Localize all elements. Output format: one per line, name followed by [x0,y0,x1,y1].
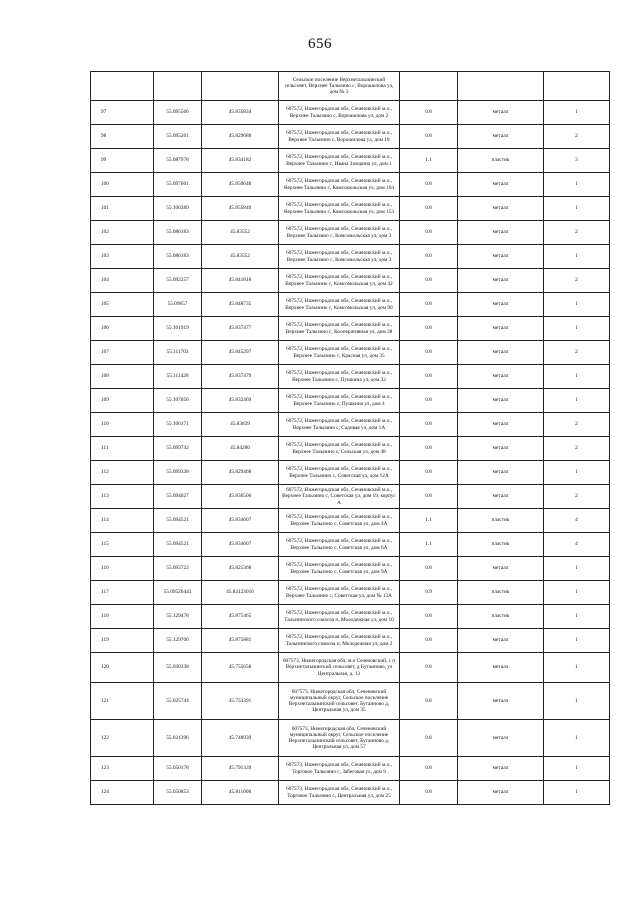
container-count-cell: 2 [544,221,610,245]
container-volume-cell: 0.8 [400,293,458,317]
row-number: 111 [91,437,154,461]
address-cell: 607573, Нижегородская обл, Сеченовский муниципальный округ, Сельское поселение Верхнеталызинский сельсовет, Бутаиново д, Центральная ул, дом 35 [279,683,400,720]
address-cell: 607573, Нижегородская обл, Сеченовский м.о., Торговое Талызино с, Центральная ул, дом 25 [279,781,400,805]
container-count-cell: 1 [544,683,610,720]
table-row [91,293,610,317]
container-material-cell: металл [458,173,544,197]
row-number: 114 [91,509,154,533]
container-count-cell: 2 [544,437,610,461]
address-cell: 607572, Нижегородская обл, Сеченовский м.о., Верхнее Талызино с, Пушкина ул, дом 4 [279,389,400,413]
address-cell: 607573, Нижегородская обл, Сеченовский муниципальный округ, Сельское поселение Верхнеталызинский сельсовет, Бутаиново д, Центральная ул, дом 57 [279,720,400,757]
table-row [91,413,610,437]
table-row [91,365,610,389]
longitude-cell: 45.875465 [202,605,279,629]
row-number: 108 [91,365,154,389]
container-material-cell: металл [458,557,544,581]
longitude-cell: 45.83552 [202,221,279,245]
longitude-cell [202,72,279,101]
address-cell: 607572, Нижегородская обл, Сеченовский м.о., Верхнее Талызино с, Комсомольская ул, дом 3 [279,221,400,245]
table-row [91,653,610,683]
table-row [91,245,610,269]
address-cell: 607573, Нижегородская обл, м.о Сеченовский, с п Верхнеталызинский сельсовет, д Бутаиново, ул Центральная, д. 13 [279,653,400,683]
address-cell: 607572, Нижегородская обл, Сеченовский м.о., Верхнее Талызино с, Комсомольская ул, дом 90 [279,293,400,317]
container-volume-cell: 0.8 [400,125,458,149]
latitude-cell: 55.094521 [154,509,202,533]
longitude-cell: 45.84286 [202,437,279,461]
container-material-cell: металл [458,293,544,317]
row-number: 97 [91,101,154,125]
latitude-cell: 55.097601 [154,173,202,197]
address-cell: 607572, Нижегородская обл, Сеченовский м.о., Верхнее Талызино с, Садовая ул, дом 1А [279,413,400,437]
row-number: 115 [91,533,154,557]
container-volume-cell: 0.8 [400,173,458,197]
longitude-cell: 45.748939 [202,720,279,757]
table-row [91,683,610,720]
longitude-cell: 45.811008 [202,781,279,805]
container-count-cell: 1 [544,581,610,605]
address-cell: 607572, Нижегородская обл, Сеченовский м.о., Верхнее Талызино с, Сельская ул, дом 48 [279,437,400,461]
latitude-cell: 55.095261 [154,125,202,149]
row-number: 109 [91,389,154,413]
row-number: 116 [91,557,154,581]
container-count-cell: 1 [544,557,610,581]
latitude-cell: 55.021396 [154,720,202,757]
container-volume-cell: 0.8 [400,629,458,653]
container-volume-cell: 1.1 [400,533,458,557]
row-number: 112 [91,461,154,485]
address-cell: 607572, Нижегородская обл, Сеченовский м.о., Верхнее Талызино с, Советская ул, дом 19, корпус А [279,485,400,509]
table-row [91,221,610,245]
container-volume-cell [400,72,458,101]
address-cell: Сельское поселение Верхнеталызинский сельсовет, Верхнее Талызино с, Ворошилова ул, дом № 3 [279,72,400,101]
container-count-cell: 1 [544,757,610,781]
container-material-cell: металл [458,683,544,720]
latitude-cell: 55.099338 [154,461,202,485]
address-cell: 607572, Нижегородская обл, Сеченовский м.о., Верхнее Талызино с, Кооперативная ул, дом 38 [279,317,400,341]
row-number: 98 [91,125,154,149]
container-volume-cell: 0.8 [400,389,458,413]
table-row [91,341,610,365]
container-count-cell: 1 [544,629,610,653]
table-row [91,509,610,533]
row-number: 124 [91,781,154,805]
table-row [91,533,610,557]
row-number: 99 [91,149,154,173]
row-number: 122 [91,720,154,757]
container-count-cell: 2 [544,125,610,149]
container-volume-cell: 0.8 [400,317,458,341]
container-volume-cell: 0.8 [400,557,458,581]
row-number: 101 [91,197,154,221]
latitude-cell: 55.030338 [154,653,202,683]
container-material-cell: металл [458,485,544,509]
container-material-cell: пластик [458,533,544,557]
address-cell: 607572, Нижегородская обл, Сеченовский м.о., Верхнее Талызино с, Ворошилова ул, дом 2 [279,101,400,125]
container-volume-cell: 0.8 [400,437,458,461]
row-number: 104 [91,269,154,293]
container-material-cell: металл [458,781,544,805]
address-cell: 607572, Нижегородская обл, Сеченовский м.о., Верхнее Талызино с, Комсомольская ул, дом 42 [279,269,400,293]
table-row [91,197,610,221]
table-row [91,269,610,293]
container-count-cell: 2 [544,485,610,509]
container-count-cell: 1 [544,605,610,629]
latitude-cell: 55.092257 [154,269,202,293]
container-volume-cell: 0.8 [400,101,458,125]
container-count-cell: 1 [544,317,610,341]
container-count-cell: 1 [544,781,610,805]
longitude-cell: 45.83552 [202,245,279,269]
latitude-cell: 55.095566 [154,101,202,125]
row-number: 107 [91,341,154,365]
container-count-cell: 1 [544,173,610,197]
table-row [91,437,610,461]
row-number: 102 [91,221,154,245]
longitude-cell: 45.834607 [202,533,279,557]
table-row [91,781,610,805]
container-volume-cell: 0.8 [400,365,458,389]
container-material-cell: металл [458,245,544,269]
latitude-cell: 55.09657 [154,293,202,317]
container-material-cell: пластик [458,149,544,173]
row-number: 123 [91,757,154,781]
address-cell: 607573, Нижегородская обл, Сеченовский м.о., Торговое Талызино с, Забеговая ул, дом 9 [279,757,400,781]
container-volume-cell: 0.9 [400,581,458,605]
table-row [91,629,610,653]
row-number: 119 [91,629,154,653]
table-row [91,173,610,197]
latitude-cell: 55.050853 [154,781,202,805]
latitude-cell: 55.050178 [154,757,202,781]
container-volume-cell: 0.8 [400,781,458,805]
address-cell: 607572, Нижегородская обл, Сеченовский м.о., Верхнее Талызино с, Ворошилова ул, дом 19 [279,125,400,149]
longitude-cell: 45.835834 [202,101,279,125]
waste-site-table [90,71,610,805]
row-number: 113 [91,485,154,509]
table-body [91,72,610,805]
container-volume-cell: 0.8 [400,341,458,365]
container-volume-cell: 0.8 [400,269,458,293]
container-volume-cell: 0.8 [400,757,458,781]
container-count-cell [544,72,610,101]
container-volume-cell: 0.8 [400,221,458,245]
latitude-cell: 55.093722 [154,557,202,581]
latitude-cell: 55.101919 [154,317,202,341]
table-row [91,757,610,781]
container-volume-cell: 0.8 [400,720,458,757]
container-count-cell: 1 [544,389,610,413]
longitude-cell: 45.755658 [202,653,279,683]
latitude-cell: 55.099742 [154,437,202,461]
table-row [91,389,610,413]
table-row [91,317,610,341]
container-volume-cell: 0.8 [400,413,458,437]
row-number: 106 [91,317,154,341]
address-cell: 607572, Нижегородская обл, Сеченовский м.о., Верхнее Талызино с, Пушкина ул, дом 32 [279,365,400,389]
container-count-cell: 3 [544,149,610,173]
longitude-cell: 45.832469 [202,389,279,413]
row-number: 117 [91,581,154,605]
longitude-cell: 45.845297 [202,341,279,365]
container-material-cell: металл [458,269,544,293]
container-material-cell: пластик [458,605,544,629]
table-row [91,72,610,101]
container-volume-cell: 1.1 [400,509,458,533]
row-number: 110 [91,413,154,437]
latitude-cell: 55.129478 [154,605,202,629]
container-material-cell: металл [458,389,544,413]
latitude-cell: 55.086183 [154,245,202,269]
container-count-cell: 1 [544,720,610,757]
table-row [91,461,610,485]
container-count-cell: 4 [544,509,610,533]
container-material-cell: металл [458,461,544,485]
container-count-cell: 2 [544,269,610,293]
longitude-cell: 45.841818 [202,269,279,293]
container-count-cell: 1 [544,653,610,683]
longitude-cell: 45.837479 [202,365,279,389]
address-cell: 607572, Нижегородская обл, Сеченовский м.о., Верхнее Талызино с, Советская ул, дом № 13А [279,581,400,605]
latitude-cell: 55.025744 [154,683,202,720]
longitude-cell: 45.837477 [202,317,279,341]
row-number: 100 [91,173,154,197]
row-number: 105 [91,293,154,317]
longitude-cell: 45.825368 [202,557,279,581]
container-count-cell: 1 [544,101,610,125]
container-material-cell: металл [458,653,544,683]
container-count-cell: 2 [544,413,610,437]
longitude-cell: 45.855849 [202,197,279,221]
longitude-cell: 45.829468 [202,461,279,485]
longitude-cell: 45.834182 [202,149,279,173]
longitude-cell: 45.834607 [202,509,279,533]
longitude-cell: 45.753391 [202,683,279,720]
container-material-cell: металл [458,197,544,221]
address-cell: 607572, Нижегородская обл, Сеченовский м.о., Талызинского совхоза п, Молодежная ул, дом 2 [279,629,400,653]
container-material-cell [458,72,544,101]
address-cell: 607572, Нижегородская обл, Сеченовский м.о., Верхнее Талызино с, Комсомольская ул, дом 153 [279,197,400,221]
container-material-cell: пластик [458,581,544,605]
container-material-cell: металл [458,365,544,389]
longitude-cell: 45.850648 [202,173,279,197]
address-cell: 607572, Нижегородская обл, Сеченовский м.о., Верхнее Талызино с, Советская ул, дом 9А [279,557,400,581]
longitude-cell: 45.848735 [202,293,279,317]
longitude-cell: 45.836506 [202,485,279,509]
address-cell: 607572, Нижегородская обл, Сеченовский м.о., Верхнее Талызино с, Советская ул, дом 6А [279,533,400,557]
latitude-cell: 55.094027 [154,485,202,509]
container-volume-cell: 1.1 [400,149,458,173]
container-material-cell: металл [458,221,544,245]
container-material-cell: металл [458,101,544,125]
container-count-cell: 1 [544,245,610,269]
table-row [91,125,610,149]
row-number [91,72,154,101]
latitude-cell: 55.087978 [154,149,202,173]
latitude-cell: 55.111703 [154,341,202,365]
container-count-cell: 4 [544,533,610,557]
address-cell: 607572, Нижегородская обл, Сеченовский м.о., Верхнее Талызино с, Красная ул, дом 35 [279,341,400,365]
container-material-cell: металл [458,317,544,341]
longitude-cell: 45.875881 [202,629,279,653]
container-count-cell: 2 [544,341,610,365]
row-number: 120 [91,653,154,683]
table-row [91,720,610,757]
container-material-cell: металл [458,125,544,149]
container-count-cell: 1 [544,293,610,317]
row-number: 103 [91,245,154,269]
page-number: 656 [308,36,332,52]
address-cell: 607572, Нижегородская обл, Сеченовский м.о., Верхнее Талызино с, Советская ул, дом 12А [279,461,400,485]
container-volume-cell: 0.8 [400,605,458,629]
longitude-cell: 45.83123016 [202,581,279,605]
container-material-cell: металл [458,341,544,365]
table-row [91,149,610,173]
table-row [91,101,610,125]
container-volume-cell: 0.8 [400,653,458,683]
container-material-cell: металл [458,757,544,781]
container-material-cell: пластик [458,509,544,533]
container-count-cell: 1 [544,365,610,389]
table-row [91,581,610,605]
latitude-cell: 55.129706 [154,629,202,653]
container-material-cell: металл [458,629,544,653]
latitude-cell: 55.086183 [154,221,202,245]
container-volume-cell: 0.8 [400,461,458,485]
address-cell: 607572, Нижегородская обл, Сеченовский м.о., Верхнее Талызино с, Комсомольская ул, дом 104 [279,173,400,197]
longitude-cell: 45.829688 [202,125,279,149]
table-row [91,605,610,629]
latitude-cell [154,72,202,101]
latitude-cell: 55.106171 [154,413,202,437]
container-count-cell: 1 [544,197,610,221]
latitude-cell: 55.09526443 [154,581,202,605]
latitude-cell: 55.100389 [154,197,202,221]
container-material-cell: металл [458,413,544,437]
table-row [91,485,610,509]
container-count-cell: 1 [544,461,610,485]
container-material-cell: металл [458,437,544,461]
latitude-cell: 55.094521 [154,533,202,557]
latitude-cell: 55.107056 [154,389,202,413]
container-volume-cell: 0.8 [400,683,458,720]
address-cell: 607572, Нижегородская обл, Сеченовский м.о., Верхнее Талызино с, Комсомольская ул, дом 3 [279,245,400,269]
container-volume-cell: 0.8 [400,485,458,509]
container-volume-cell: 0.8 [400,197,458,221]
container-volume-cell: 8.0 [400,245,458,269]
address-cell: 607572, Нижегородская обл, Сеченовский м.о., Верхнее Талызино с, Ивана Зазорина ул, дом 1 [279,149,400,173]
address-cell: 607572, Нижегородская обл, Сеченовский м.о., Талызинского совхоза п, Молодежная ул, дом 10 [279,605,400,629]
row-number: 118 [91,605,154,629]
longitude-cell: 45.83839 [202,413,279,437]
row-number: 121 [91,683,154,720]
latitude-cell: 55.111428 [154,365,202,389]
table-row [91,557,610,581]
longitude-cell: 45.791339 [202,757,279,781]
address-cell: 607572, Нижегородская обл, Сеченовский м.о., Верхнее Талызино с, Советская ул, дом 4А [279,509,400,533]
container-material-cell: металл [458,720,544,757]
